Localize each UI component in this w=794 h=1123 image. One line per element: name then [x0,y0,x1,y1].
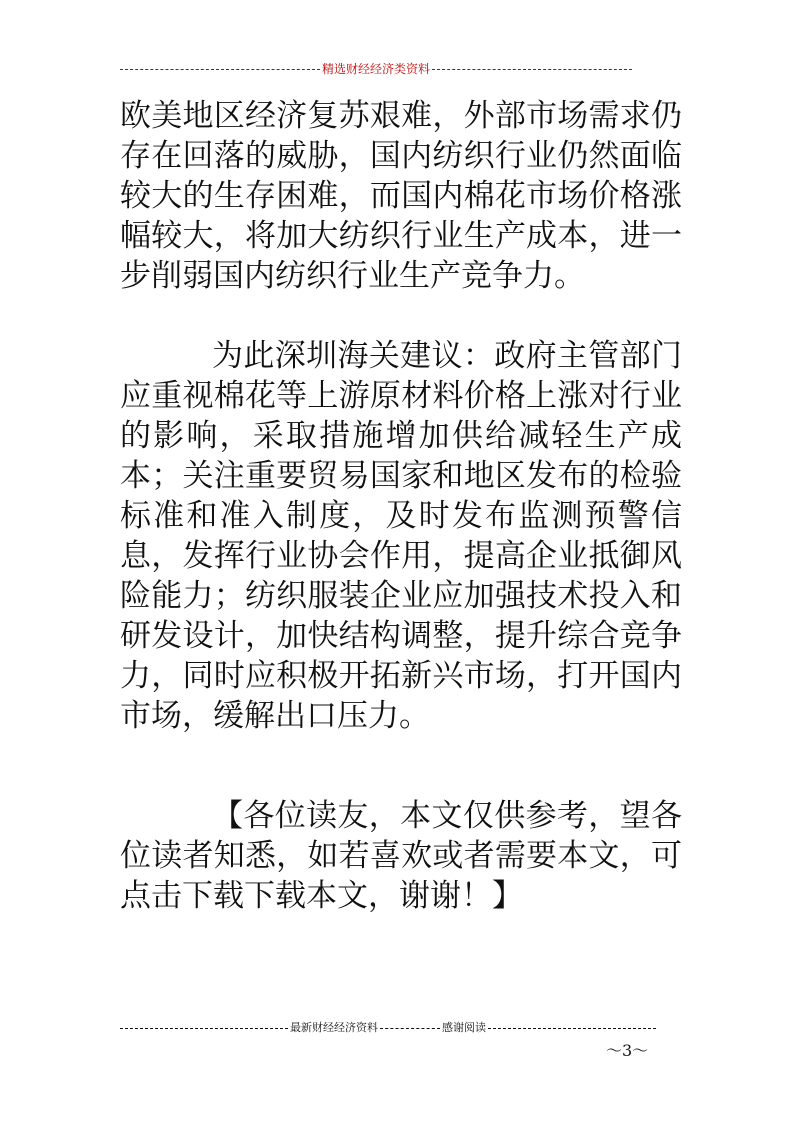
footer-right-text: 感谢阅读 [442,1021,486,1034]
paragraph-economic-difficulty: 欧美地区经济复苏艰难，外部市场需求仍存在回落的威胁，国内纺织行业仍然面临较大的生存困难，而国内棉花市场价格涨幅较大，将加大纺织行业生产成本，进一步削弱国内纺织行业生产竞争力。 [120,98,682,294]
footer-rule-right [488,1028,656,1029]
document-body [120,96,682,916]
header-rule-left [120,69,320,70]
page-header [120,58,632,78]
footer-rule-left [120,1028,288,1029]
page-footer [120,1018,656,1036]
header-rule-right [432,69,632,70]
header-title: 精选财经经济类资料 [322,61,431,76]
paragraph-reader-notice: 【各位读友，本文仅供参考，望各位读者知悉，如若喜欢或者需要本文，可点击下载下载本文，谢谢！】 [120,798,682,914]
footer-rule-middle [380,1028,440,1029]
footer-left-text: 最新财经经济资料 [290,1021,378,1034]
page-number: ～3～ [606,1041,649,1060]
paragraph-customs-recommendation: 为此深圳海关建议：政府主管部门应重视棉花等上游原材料价格上涨对行业的影响，采取措施增加供给减轻生产成本；关注重要贸易国家和地区发布的检验标准和准入制度，及时发布监测预警信息，发挥行业协会作用，提高企业抵御风险能力；纺织服装企业应加强技术投入和研发设计，加快结构调整，提升综合竞争力，同时应积极开拓新兴市场，打开国内市场，缓解出口压力。 [120,338,682,734]
